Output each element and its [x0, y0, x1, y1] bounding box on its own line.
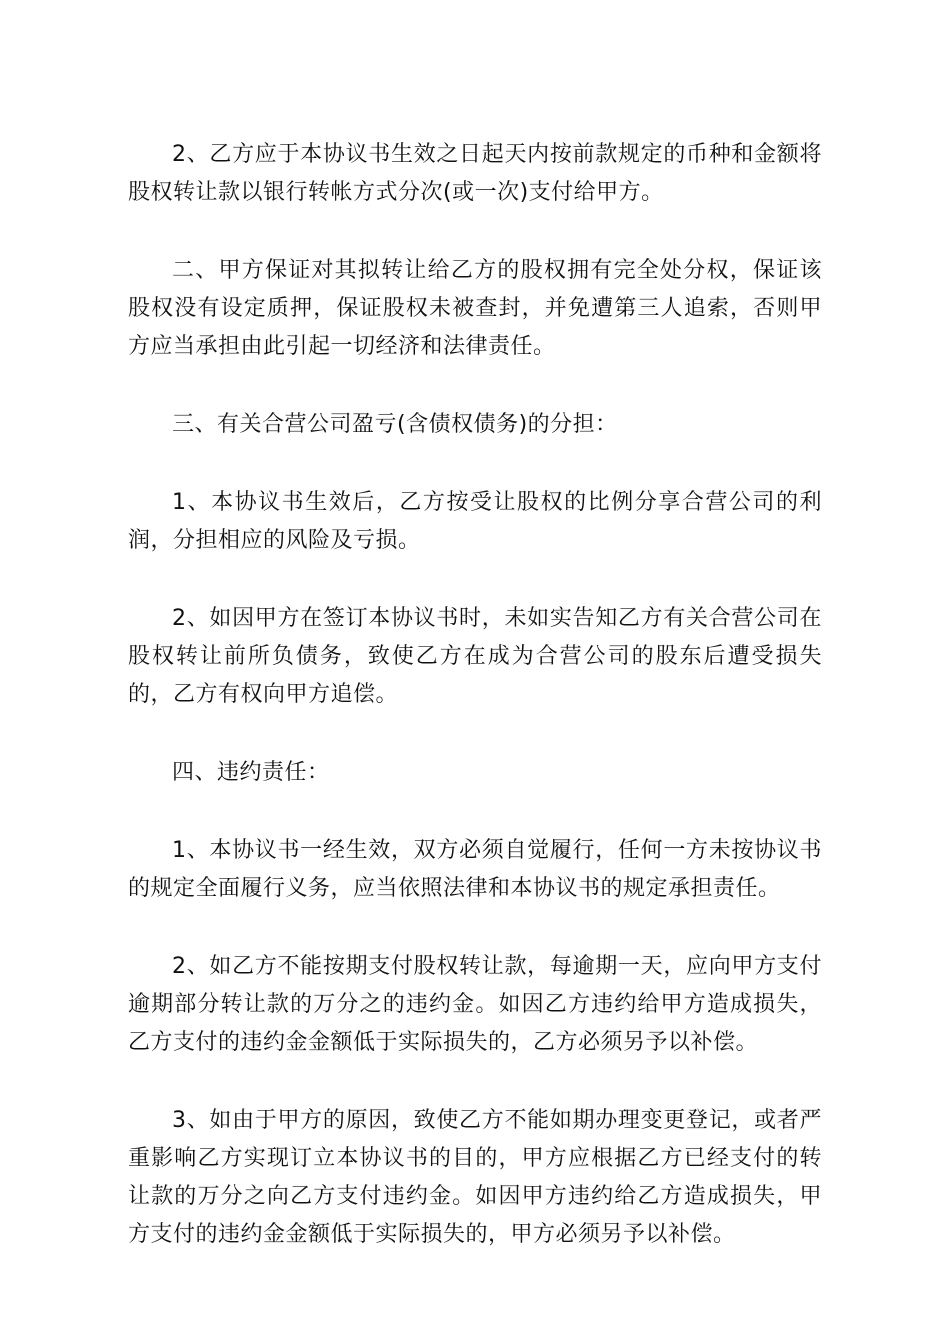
paragraph-performance-obligation: 1、本协议书一经生效，双方必须自觉履行，任何一方未按协议书的规定全面履行义务，应当依照法律和本协议书的规定承担责任。 [128, 838, 822, 901]
paragraph-liability-heading: 四、违约责任： [172, 760, 330, 785]
paragraph-profit-sharing: 1、本协议书生效后，乙方按受让股权的比例分享合营公司的利润，分担相应的风险及亏损。 [128, 490, 822, 553]
paragraph-payment-terms: 2、乙方应于本协议书生效之日起天内按前款规定的币种和金额将股权转让款以银行转帐方式分次(或一次)支付给甲方。 [128, 142, 822, 205]
paragraph-profit-loss-heading: 三、有关合营公司盈亏(含债权债务)的分担： [172, 412, 618, 437]
paragraph-seller-guarantee: 二、甲方保证对其拟转让给乙方的股权拥有完全处分权，保证该股权没有设定质押，保证股权未被查封，并免遭第三人追索，否则甲方应当承担由此引起一切经济和法律责任。 [128, 258, 822, 359]
paragraph-buyer-penalty: 2、如乙方不能按期支付股权转让款，每逾期一天，应向甲方支付逾期部分转让款的万分之的违约金。如因乙方违约给甲方造成损失，乙方支付的违约金金额低于实际损失的，乙方必须另予以补偿。 [128, 954, 822, 1055]
document-body [128, 136, 822, 1294]
paragraph-seller-penalty: 3、如由于甲方的原因，致使乙方不能如期办理变更登记，或者严重影响乙方实现订立本协议书的目的，甲方应根据乙方已经支付的转让款的万分之向乙方支付违约金。如因甲方违约给乙方造成损失，甲方支付的违约金金额低于实际损失的，甲方必须另予以补偿。 [128, 1108, 822, 1247]
paragraph-debt-recourse: 2、如因甲方在签订本协议书时，未如实告知乙方有关合营公司在股权转让前所负债务，致使乙方在成为合营公司的股东后遭受损失的，乙方有权向甲方追偿。 [128, 606, 822, 707]
